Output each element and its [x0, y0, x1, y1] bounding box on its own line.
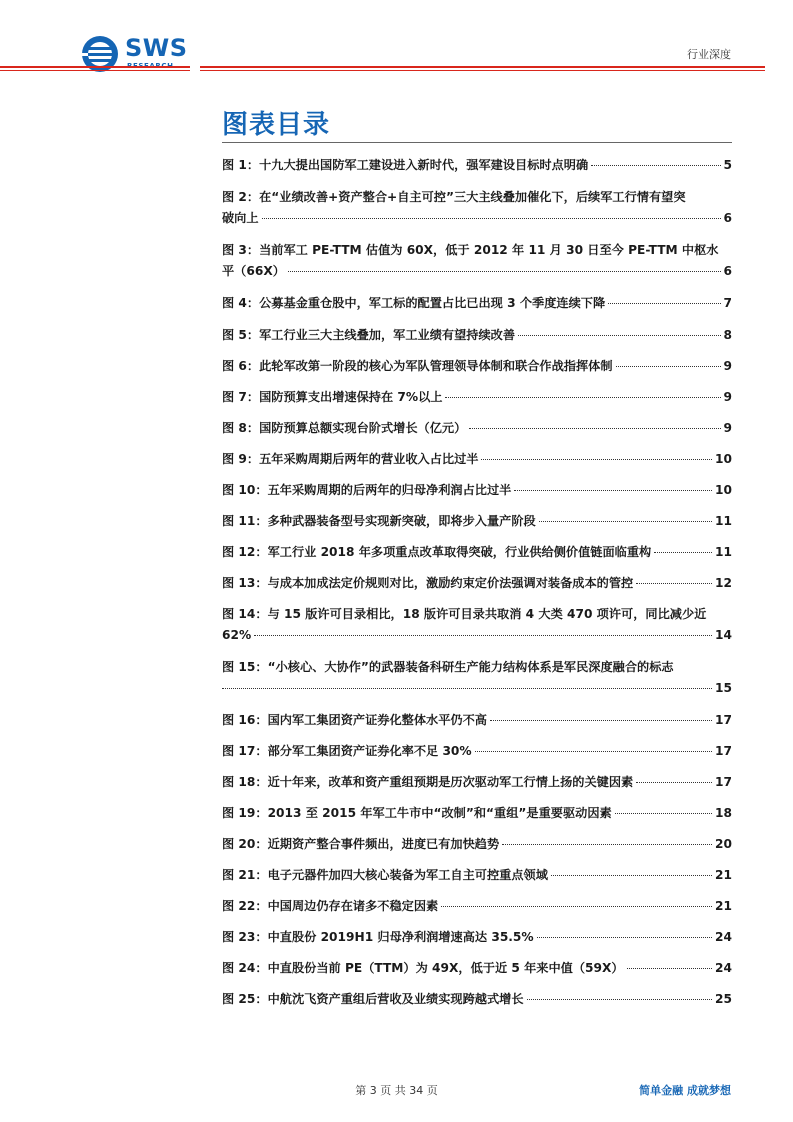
toc-page-number: 17	[715, 775, 732, 789]
toc-entry[interactable]	[222, 604, 732, 646]
toc-entry[interactable]	[222, 958, 732, 979]
brand-name: SWS	[125, 34, 188, 62]
toc-entry-title: 图 16：国内军工集团资产证券化整体水平仍不高	[222, 713, 487, 727]
toc-entry-title: 图 8：国防预算总额实现台阶式增长（亿元）	[222, 421, 467, 435]
toc-dot-leader	[608, 303, 720, 304]
toc-entry-title: 图 5：军工行业三大主线叠加，军工业绩有望持续改善	[222, 328, 516, 342]
toc-entry-title: 图 11：多种武器装备型号实现新突破，即将步入量产阶段	[222, 514, 536, 528]
toc-dot-leader	[537, 937, 712, 938]
toc-entry-title: 图 6：此轮军改第一阶段的核心为军队管理领导体制和联合作战指挥体制	[222, 359, 613, 373]
toc-dot-leader	[527, 999, 713, 1000]
toc-entry-title: 图 19：2013 至 2015 年军工牛市中“改制”和“重组”是重要驱动因素	[222, 806, 612, 820]
toc-dot-leader	[591, 165, 720, 166]
toc-page-number: 24	[715, 930, 732, 944]
toc-entry-title: 图 4：公募基金重仓股中，军工标的配置占比已出现 3 个季度连续下降	[222, 296, 606, 310]
toc-page-number: 21	[715, 899, 732, 913]
toc-entry-title: 图 20：近期资产整合事件频出，进度已有加快趋势	[222, 837, 500, 851]
toc-entry-title: 图 9：五年采购周期后两年的营业收入占比过半	[222, 452, 479, 466]
toc-dot-leader	[636, 782, 712, 783]
toc-page-number: 9	[723, 390, 732, 404]
toc-dot-leader	[502, 844, 712, 845]
toc-dot-leader	[616, 366, 721, 367]
footer-slogan: 简单金融 成就梦想	[639, 1084, 731, 1097]
toc-entry[interactable]	[222, 387, 732, 408]
toc-entry[interactable]	[222, 449, 732, 470]
toc-page-number: 24	[715, 961, 732, 975]
toc-page-number: 8	[723, 328, 732, 342]
header-rule-right	[200, 66, 765, 71]
toc-dot-leader	[262, 218, 721, 219]
toc-entry-title: 图 7：国防预算支出增速保持在 7%以上	[222, 390, 443, 404]
toc-entry[interactable]	[222, 989, 732, 1010]
report-type-label: 行业深度	[687, 48, 731, 61]
toc-entry-title: 图 25：中航沈飞资产重组后营收及业绩实现跨越式增长	[222, 992, 524, 1006]
toc-entry[interactable]	[222, 511, 732, 532]
toc-entry[interactable]	[222, 240, 732, 282]
toc-page-number: 9	[723, 421, 732, 435]
toc-entry-title: 图 18：近十年来，改革和资产重组预期是历次驱动军工行情上扬的关键因素	[222, 775, 634, 789]
toc-entry-title: 图 12：军工行业 2018 年多项重点改革取得突破，行业供给侧价值链面临重构	[222, 545, 652, 559]
toc-page-number: 10	[715, 452, 732, 466]
toc-entry[interactable]	[222, 865, 732, 886]
toc-entry[interactable]	[222, 325, 732, 346]
toc-entry-title-line: 图 14：与 15 版许可目录相比，18 版许可目录共取消 4 大类 470 项许可，同比减少近	[222, 607, 707, 621]
toc-dot-leader	[654, 552, 712, 553]
toc-page-number: 20	[715, 837, 732, 851]
toc-entry-title: 图 1：十九大提出国防军工建设进入新时代，强军建设目标时点明确	[222, 158, 589, 172]
toc-dot-leader	[475, 751, 712, 752]
title-divider	[222, 142, 732, 143]
toc-page-number: 9	[723, 359, 732, 373]
toc-page-number: 25	[715, 992, 732, 1006]
toc-dot-leader	[254, 635, 712, 636]
toc-page-number: 17	[715, 713, 732, 727]
toc-entry-title-line: 图 2：在“业绩改善+资产整合+自主可控”三大主线叠加催化下，后续军工行情有望突	[222, 190, 686, 204]
toc-dot-leader	[441, 906, 712, 907]
toc-page-number: 5	[723, 158, 732, 172]
toc-entry[interactable]	[222, 896, 732, 917]
toc-entry-title: 图 23：中直股份 2019H1 归母净利润增速高达 35.5%	[222, 930, 534, 944]
toc-entry[interactable]	[222, 803, 732, 824]
toc-dot-leader	[518, 335, 720, 336]
toc-entry-title: 图 10：五年采购周期的后两年的归母净利润占比过半	[222, 483, 512, 497]
figure-toc-list	[222, 155, 732, 1010]
toc-entry[interactable]	[222, 741, 732, 762]
toc-entry[interactable]	[222, 187, 732, 229]
page-title: 图表目录	[222, 110, 331, 140]
toc-entry-title-line: 图 15：“小核心、大协作”的武器装备科研生产能力结构体系是军民深度融合的标志	[222, 660, 674, 674]
header-rule-left	[0, 66, 190, 71]
page-number: 第 3 页 共 34 页	[355, 1084, 438, 1097]
toc-entry-title: 62%	[222, 628, 252, 642]
toc-dot-leader	[615, 813, 712, 814]
toc-entry[interactable]	[222, 155, 732, 176]
toc-entry[interactable]	[222, 834, 732, 855]
toc-entry-title: 图 22：中国周边仍存在诸多不稳定因素	[222, 899, 439, 913]
toc-page-number: 18	[715, 806, 732, 820]
toc-dot-leader	[490, 720, 712, 721]
toc-entry[interactable]	[222, 480, 732, 501]
toc-page-number: 6	[723, 264, 732, 278]
toc-page-number: 17	[715, 744, 732, 758]
toc-entry[interactable]	[222, 927, 732, 948]
toc-dot-leader	[469, 428, 720, 429]
toc-entry[interactable]	[222, 772, 732, 793]
toc-entry-title: 破向上	[222, 211, 259, 225]
toc-page-number: 11	[715, 545, 732, 559]
toc-dot-leader	[514, 490, 712, 491]
toc-dot-leader	[288, 271, 721, 272]
toc-dot-leader	[627, 968, 712, 969]
toc-page-number: 11	[715, 514, 732, 528]
toc-page-number: 14	[715, 628, 732, 642]
toc-dot-leader	[551, 875, 712, 876]
toc-entry[interactable]	[222, 710, 732, 731]
toc-page-number: 10	[715, 483, 732, 497]
toc-entry-title: 平（66X）	[222, 264, 285, 278]
toc-page-number: 15	[715, 681, 732, 695]
toc-entry-title: 图 17：部分军工集团资产证券化率不足 30%	[222, 744, 472, 758]
toc-entry-title: 图 13：与成本加成法定价规则对比，激励约束定价法强调对装备成本的管控	[222, 576, 634, 590]
toc-page-number: 6	[723, 211, 732, 225]
toc-dot-leader	[445, 397, 720, 398]
toc-dot-leader	[481, 459, 712, 460]
toc-entry-title: 图 21：电子元器件加四大核心装备为军工自主可控重点领域	[222, 868, 548, 882]
toc-dot-leader	[636, 583, 712, 584]
toc-page-number: 7	[723, 296, 732, 310]
toc-page-number: 21	[715, 868, 732, 882]
toc-entry[interactable]	[222, 356, 732, 377]
toc-entry-title: 图 24：中直股份当前 PE（TTM）为 49X，低于近 5 年来中值（59X）	[222, 961, 624, 975]
toc-entry-title-line: 图 3：当前军工 PE-TTM 估值为 60X，低于 2012 年 11 月 30 日至今 PE-TTM 中枢水	[222, 243, 719, 257]
toc-dot-leader	[539, 521, 712, 522]
toc-entry[interactable]	[222, 293, 732, 314]
toc-entry[interactable]	[222, 418, 732, 439]
toc-entry[interactable]	[222, 542, 732, 563]
toc-dot-leader	[222, 688, 712, 689]
toc-page-number: 12	[715, 576, 732, 590]
toc-entry[interactable]	[222, 657, 732, 699]
toc-entry[interactable]	[222, 573, 732, 594]
